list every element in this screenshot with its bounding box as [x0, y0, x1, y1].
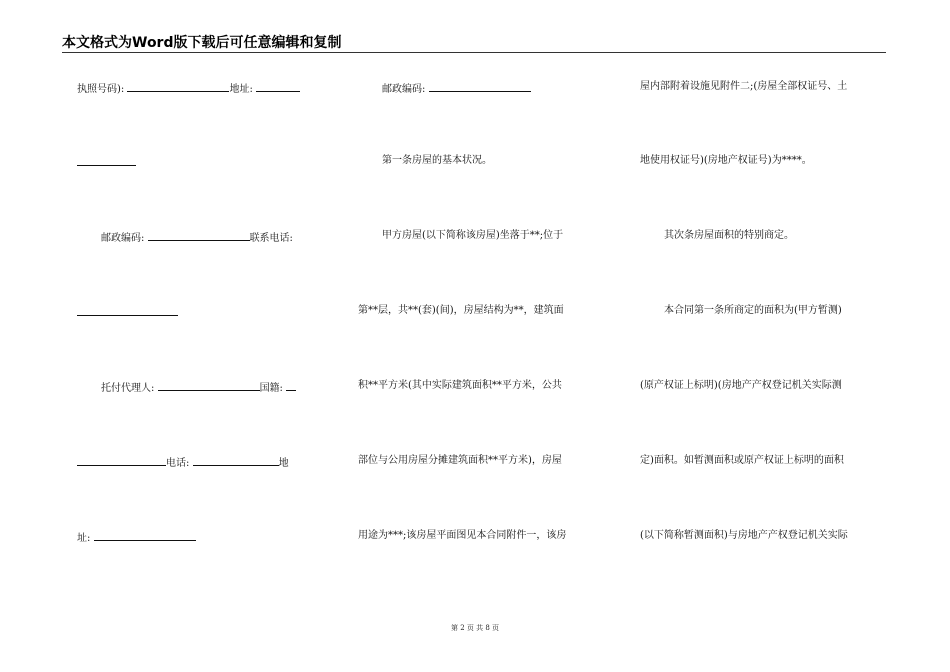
left-line-3: [101, 229, 293, 246]
postal-code-blank: [148, 229, 250, 241]
middle-line-6: 部位与公用房屋分摊建筑面积**平方米)，房屋: [358, 455, 562, 466]
right-line-7: (以下简称暂测面积)与房地产产权登记机关实际: [640, 530, 848, 541]
left-line-6: [77, 454, 289, 471]
right-line-1: 屋内部附着设施见附件二;(房屋全部权证号、土: [640, 81, 848, 92]
page-header-title: 本文格式为Word版下载后可任意编辑和复制: [62, 35, 342, 51]
agent-blank: [158, 379, 260, 391]
middle-line-5: 积**平方米(其中实际建筑面积**平方米，公共: [358, 380, 562, 391]
right-line-4: 本合同第一条所商定的面积为(甲方暂测): [664, 305, 842, 316]
left-line-2: [77, 154, 136, 171]
middle-line-4: 第**层，共**(套)(间)，房屋结构为**，建筑面: [358, 305, 564, 316]
agent-label: 托付代理人:: [101, 383, 155, 394]
right-line-2: 地使用权证号)(房地产权证号)为****。: [640, 155, 812, 166]
postal-code-label: 邮政编码:: [101, 233, 145, 244]
nationality-continued-blank: [77, 454, 166, 466]
nationality-label: 国籍:: [259, 383, 283, 394]
middle-line-1: [382, 80, 531, 97]
right-line-3: 其次条房屋面积的特别商定。: [664, 230, 794, 241]
right-line-6: 定)面积。如暂测面积或原产权证上标明的面积: [640, 455, 844, 466]
address-label-2-continued: 址:: [77, 533, 91, 544]
phone-blank: [193, 454, 279, 466]
left-line-5: [101, 379, 296, 396]
middle-line-2: 第一条房屋的基本状况。: [382, 155, 492, 166]
header-divider: [62, 52, 886, 53]
license-number-label: 执照号码):: [77, 84, 125, 95]
middle-line-7: 用途为***;该房屋平面图见本合同附件一，该房: [358, 530, 567, 541]
left-line-7: [77, 529, 196, 546]
address-continued-blank: [77, 154, 136, 166]
postal-code-blank-2: [429, 80, 531, 92]
contact-phone-blank: [77, 304, 178, 316]
left-line-4: [77, 304, 178, 321]
middle-line-3: 甲方房屋(以下简称该房屋)坐落于**;位于: [382, 230, 564, 241]
nationality-blank: [286, 379, 296, 391]
postal-code-label-2: 邮政编码:: [382, 84, 426, 95]
contact-phone-label: 联系电话:: [249, 233, 293, 244]
page-number: 第 2 页 共 8 页: [450, 624, 500, 632]
license-number-blank: [127, 80, 229, 92]
address-blank: [256, 80, 300, 92]
address-label-2: 地: [278, 458, 289, 469]
left-line-1: [77, 80, 300, 97]
address-label: 地址:: [229, 84, 253, 95]
address-2-blank: [94, 529, 196, 541]
right-line-5: (原产权证上标明)(房地产产权登记机关实际测: [640, 380, 842, 391]
phone-label: 电话:: [166, 458, 190, 469]
